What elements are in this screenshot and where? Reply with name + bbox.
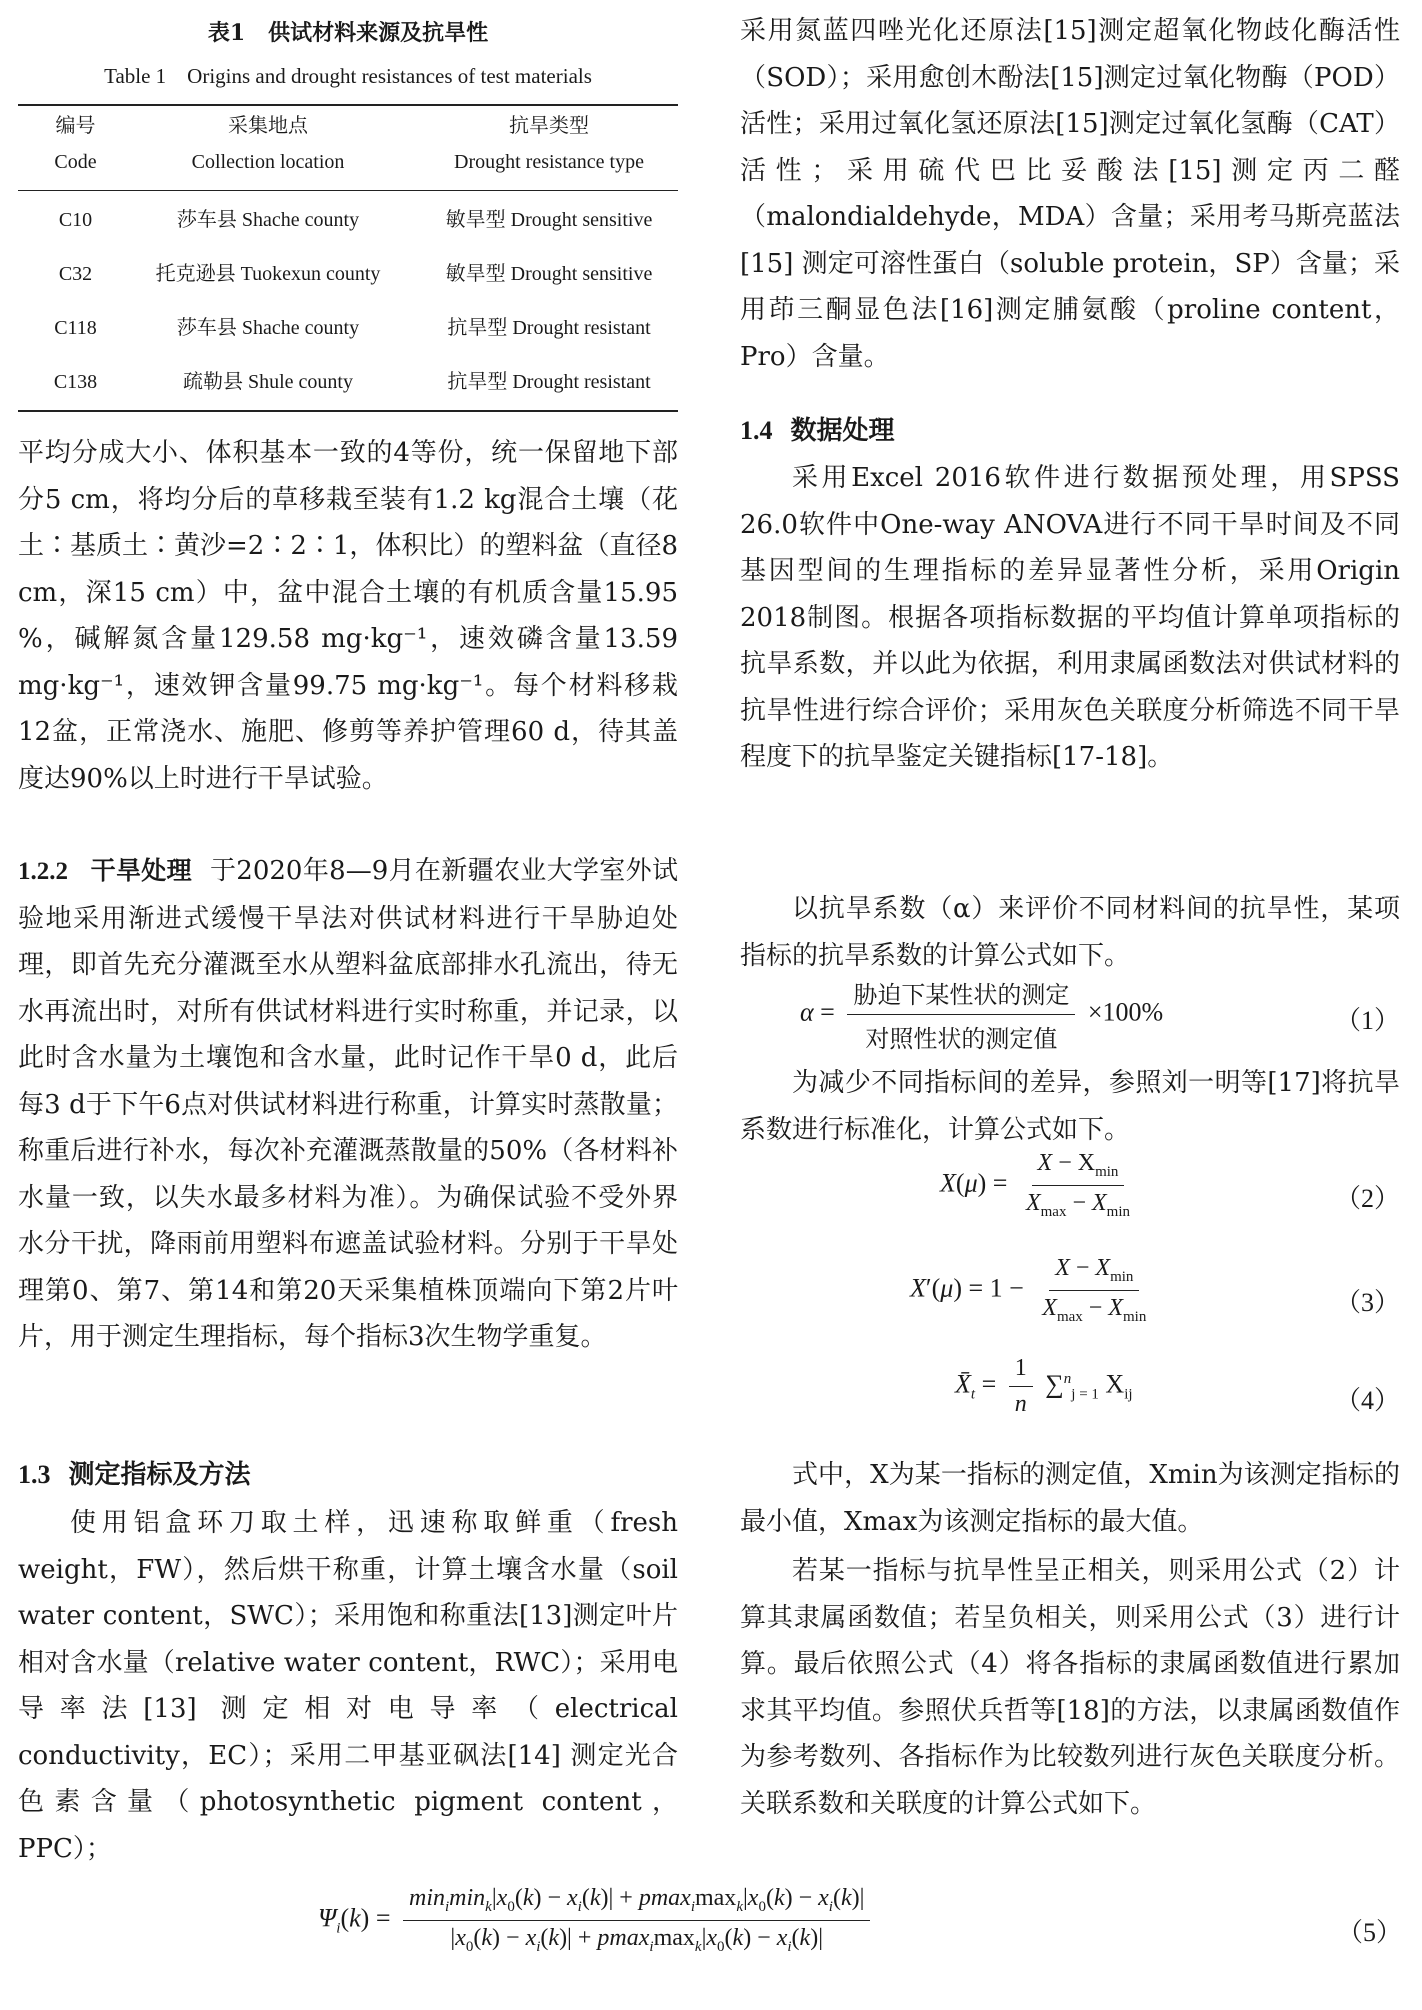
table-cell: 敏旱型 Drought sensitive (445, 209, 653, 231)
table-cell: C138 (53, 371, 98, 393)
table-top-rule (18, 104, 678, 106)
section-title: 数据处理 (790, 416, 895, 446)
subsection-number: 1.2.2 (18, 858, 68, 885)
section-number: 1.3 (18, 1460, 51, 1489)
paragraph-soil-setup: 平均分成大小、体积基本一致的4等份，统一保留地下部分5 cm，将均分后的草移栽至装有1.2 kg混合土壤（花土∶基质土∶黄沙=2∶2∶1，体积比）的塑料盆（直径8 cm，深15 cm）中，盆中混合土壤的有机质含量15.95 %，碱解氮含量129.58 mg·kg⁻¹，速效磷含量13.59 mg·kg⁻¹，速效钾含量99.75 mg·kg⁻¹。每个材料移栽12盆，正常浇水、施肥、修剪等养护管理60 d，待其盖度达90%以上时进行干旱试验。 (18, 438, 678, 794)
table-header-code-en: Code (54, 151, 97, 173)
table-cell: 敏旱型 Drought sensitive (445, 263, 653, 285)
equation-5-number: （5） (1336, 1918, 1402, 1947)
paragraph-methods: 使用铝盒环刀取土样，迅速称取鲜重（fresh weight，FW），然后烘干称重，计算土壤含水量（soil water content，SWC）；采用饱和称重法[13]测定叶片相对含水量（relative water content，RWC）；采用电导率法[13] 测定相对电导率（electrical conductivity，EC）；采用二甲基亚砜法[14] 测定光合色素含量（photosynthetic pigment content，PPC）； (18, 1508, 678, 1864)
equation-1-numerator: 胁迫下某性状的测定 (847, 975, 1075, 1015)
paragraph-membership-function: 若某一指标与抗旱性呈正相关，则采用公式（2）计算其隶属函数值；若呈负相关，则采用公式（3）进行计算。最后依照公式（4）将各指标的隶属函数值进行累加求其平均值。参照伏兵哲等[18]的方法，以隶属函数值作为参考数列、各指标作为比较数列进行灰色关联度分析。关联系数和关联度的计算公式如下。 (740, 1556, 1400, 1819)
equation-1: α = $\frac{\text{胁迫下某性状的测定}}{\text{对照性状的测定值}}$ ×100% (800, 975, 1163, 1054)
table-caption-cn: 表1 供试材料来源及抗旱性 (207, 20, 489, 46)
table-cell: 抗旱型 Drought resistant (447, 317, 651, 339)
table-cell: 托克逊县 Tuokexun county (155, 263, 381, 285)
paragraph-standardization: 为减少不同指标间的差异，参照刘一明等[17]将抗旱系数进行标准化，计算公式如下。 (740, 1068, 1400, 1145)
table-cell: C118 (54, 317, 97, 339)
table-cell: 莎车县 Shache county (176, 209, 360, 231)
equation-5: $\Psi_i(k)$ = $\frac{\min_i\min_k|x_0(k) - x_i(k)| + pmax_i\max_k|x_0(k) - x_i(k)|}{|x_0(k) - x_i(k)| + pmax_i\max_k|x_0(k) - x_i(k)|}$ (318, 1885, 876, 1956)
equation-3-number: （3） (1334, 1288, 1400, 1317)
equation-3: X′(μ) = 1 − $\frac{X - X_{min}}{X_{max} - X_{min}}$ (910, 1255, 1147, 1325)
table-cell: 抗旱型 Drought resistant (447, 371, 651, 393)
equation-2-number: （2） (1334, 1184, 1400, 1213)
table-header-type-en: Drought resistance type (454, 151, 644, 173)
subsection-1-2-2 (18, 848, 678, 1361)
equation-2: X(μ) = $\frac{X - X_{min}}{X_{max} - X_{min}}$ (940, 1150, 1131, 1220)
section-1-4-heading (740, 408, 895, 454)
table-cell: C32 (58, 263, 93, 285)
paragraph-data-processing: 采用Excel 2016软件进行数据预处理，用SPSS 26.0软件中One-way ANOVA进行不同干旱时间及不同基因型间的生理指标的差异显著性分析，采用Origin 2018制图。根据各项指标数据的平均值计算单项指标的抗旱系数，并以此为依据，利用隶属函数法对供试材料的抗旱性进行综合评价；采用灰色关联度分析筛选不同干旱程度下的抗旱鉴定关键指标[17-18]。 (740, 463, 1400, 772)
table-header-location-en: Collection location (191, 151, 345, 173)
table-header-location-cn: 采集地点 (228, 115, 308, 137)
table-caption-en: Table 1 Origins and drought resistances of test materials (104, 64, 592, 88)
section-title: 测定指标及方法 (68, 1460, 251, 1490)
paragraph-drought-coefficient: 以抗旱系数（α）来评价不同材料间的抗旱性，某项指标的抗旱系数的计算公式如下。 (740, 894, 1400, 971)
equation-4: $X̄_t$ = $\frac{1}{n}$ ∑$^n_{j = 1}$ $X_{ij}$ (955, 1355, 1133, 1417)
table-header-type-cn: 抗旱类型 (509, 115, 589, 137)
paragraph-drought-treatment: 于2020年8—9月在新疆农业大学室外试验地采用渐进式缓慢干旱法对供试材料进行干旱胁迫处理，即首先充分灌溉至水从塑料盆底部排水孔流出，待无水再流出时，对所有供试材料进行实时称重，并记录，以此时含水量为土壤饱和含水量，此时记作干旱0 d，此后每3 d于下午6点对供试材料进行称重，计算实时蒸散量；称重后进行补水，每次补充灌溉蒸散量的50%（各材料补水量一致，以失水最多材料为准）。为确保试验不受外界水分干扰，降雨前用塑料布遮盖试验材料。分别于干旱处理第0、第7、第14和第20天采集植株顶端向下第2片叶片，用于测定生理指标，每个指标3次生物学重复。 (18, 856, 678, 1352)
paragraph-variable-definitions: 式中，X为某一指标的测定值，Xmin为该测定指标的最小值，Xmax为该测定指标的最大值。 (740, 1460, 1400, 1537)
equation-1-number: （1） (1334, 1006, 1400, 1035)
subsection-title: 干旱处理 (90, 856, 192, 885)
table-header-code-cn: 编号 (55, 115, 96, 137)
paragraph-enzyme-methods: 采用氮蓝四唑光化还原法[15]测定超氧化物歧化酶活性（SOD）；采用愈创木酚法[15]测定过氧化物酶（POD）活性；采用过氧化氢还原法[15]测定过氧化氢酶（CAT）活性；采用硫代巴比妥酸法[15]测定丙二醛（malondialdehyde，MDA）含量；采用考马斯亮蓝法[15] 测定可溶性蛋白（soluble protein，SP）含量；采用茚三酮显色法[16]测定脯氨酸（proline content，Pro）含量。 (740, 16, 1400, 372)
equation-4-number: （4） (1334, 1386, 1400, 1415)
table-cell: 疏勒县 Shule county (183, 371, 353, 393)
section-1-3-heading (18, 1452, 251, 1498)
section-number: 1.4 (740, 416, 773, 445)
equation-1-tail: ×100% (1087, 997, 1164, 1027)
equation-1-denominator: 对照性状的测定值 (865, 1027, 1058, 1053)
table-cell: C10 (58, 209, 93, 231)
table-cell: 莎车县 Shache county (176, 317, 360, 339)
table-bottom-rule (18, 410, 678, 412)
table-header-rule (18, 190, 678, 191)
